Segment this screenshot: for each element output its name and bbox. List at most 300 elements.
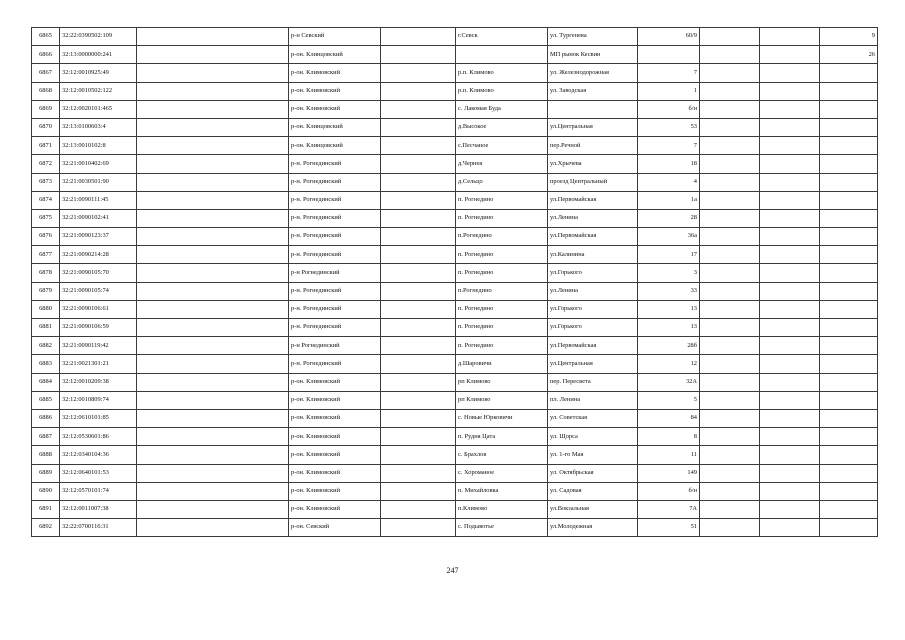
row-number-cell: 6892 — [32, 519, 60, 537]
table-row — [32, 337, 878, 355]
page-number: 247 — [446, 566, 459, 575]
extra-value-cell — [820, 155, 878, 173]
region-cell: р-он. Климовский — [289, 464, 381, 482]
row-number-cell: 6879 — [32, 282, 60, 300]
extra-value-cell — [820, 64, 878, 82]
house-number-cell: 32А — [638, 373, 700, 391]
region-cell: р-он. Климовский — [289, 500, 381, 518]
region-cell: р-н. Рогнединский — [289, 355, 381, 373]
table-row — [32, 209, 878, 227]
table-row — [32, 446, 878, 464]
extra-value-cell: 9 — [820, 28, 878, 46]
street-cell: ул.Горького — [548, 264, 638, 282]
cadastral-number-cell: 32:12:0011007:38 — [60, 500, 137, 518]
row-number-cell: 6868 — [32, 82, 60, 100]
blank-cell — [700, 82, 760, 100]
region-cell: р-он. Климовский — [289, 100, 381, 118]
street-cell: ул. Тургенева — [548, 28, 638, 46]
cadastral-number-cell: 32:21:0090119:42 — [60, 337, 137, 355]
row-number-cell: 6884 — [32, 373, 60, 391]
cadastral-number-cell: 32:21:0090106:59 — [60, 319, 137, 337]
street-cell: ул. Садовая — [548, 482, 638, 500]
table-row — [32, 46, 878, 64]
blank-cell — [381, 482, 456, 500]
table-row — [32, 82, 878, 100]
locality-cell: с. Лакомая Буда — [456, 100, 548, 118]
blank-cell — [137, 446, 289, 464]
house-number-cell: 18 — [638, 155, 700, 173]
locality-cell: п. Рогнедино — [456, 191, 548, 209]
row-number-cell: 6881 — [32, 319, 60, 337]
table-row — [32, 264, 878, 282]
cadastral-number-cell: 32:21:0090106:61 — [60, 300, 137, 318]
extra-value-cell — [820, 173, 878, 191]
blank-cell — [760, 391, 820, 409]
blank-cell — [381, 264, 456, 282]
cadastral-number-cell: 32:13:0010102:8 — [60, 137, 137, 155]
region-cell: р-он. Клинцовский — [289, 118, 381, 136]
locality-cell: рп Климово — [456, 391, 548, 409]
house-number-cell: 13 — [638, 319, 700, 337]
blank-cell — [760, 446, 820, 464]
street-cell: ул.Горького — [548, 319, 638, 337]
cadastral-number-cell: 32:21:0090105:70 — [60, 264, 137, 282]
blank-cell — [760, 28, 820, 46]
locality-cell: п. Рогнедино — [456, 209, 548, 227]
region-cell: р-н. Рогнединский — [289, 173, 381, 191]
house-number-cell: 13 — [638, 300, 700, 318]
extra-value-cell — [820, 264, 878, 282]
table-row — [32, 482, 878, 500]
blank-cell — [381, 300, 456, 318]
extra-value-cell — [820, 464, 878, 482]
region-cell: р-он. Климовский — [289, 446, 381, 464]
row-number-cell: 6889 — [32, 464, 60, 482]
row-number-cell: 6883 — [32, 355, 60, 373]
property-register-table — [31, 27, 878, 537]
blank-cell — [381, 173, 456, 191]
table-row — [32, 228, 878, 246]
blank-cell — [381, 100, 456, 118]
blank-cell — [760, 64, 820, 82]
street-cell: ул. Щорса — [548, 428, 638, 446]
row-number-cell: 6885 — [32, 391, 60, 409]
blank-cell — [700, 64, 760, 82]
blank-cell — [137, 500, 289, 518]
region-cell: р-он. Климовский — [289, 391, 381, 409]
region-cell: р-н. Рогнединский — [289, 319, 381, 337]
house-number-cell: 17 — [638, 246, 700, 264]
locality-cell: с. Подывотье — [456, 519, 548, 537]
blank-cell — [137, 82, 289, 100]
house-number-cell: 12 — [638, 355, 700, 373]
extra-value-cell — [820, 373, 878, 391]
extra-value-cell — [820, 482, 878, 500]
extra-value-cell — [820, 228, 878, 246]
region-cell: р-он. Климовский — [289, 428, 381, 446]
blank-cell — [700, 137, 760, 155]
region-cell: р-он. Севский — [289, 519, 381, 537]
locality-cell: с. Новые Юрковичи — [456, 409, 548, 427]
street-cell: ул.Хрычева — [548, 155, 638, 173]
extra-value-cell — [820, 82, 878, 100]
house-number-cell: б/н — [638, 100, 700, 118]
blank-cell — [381, 428, 456, 446]
table-row — [32, 409, 878, 427]
cadastral-number-cell: 32:12:0570101:74 — [60, 482, 137, 500]
region-cell: р-н. Рогнединский — [289, 155, 381, 173]
region-cell: р-н. Рогнединский — [289, 282, 381, 300]
blank-cell — [137, 64, 289, 82]
blank-cell — [760, 191, 820, 209]
table-row — [32, 282, 878, 300]
locality-cell: г.Севск — [456, 28, 548, 46]
table-row — [32, 118, 878, 136]
cadastral-number-cell: 32:21:0021301:21 — [60, 355, 137, 373]
cadastral-number-cell: 32:21:0030501:90 — [60, 173, 137, 191]
extra-value-cell — [820, 355, 878, 373]
row-number-cell: 6890 — [32, 482, 60, 500]
blank-cell — [700, 191, 760, 209]
blank-cell — [137, 137, 289, 155]
street-cell: ул.Центральная — [548, 355, 638, 373]
table-row — [32, 64, 878, 82]
row-number-cell: 6880 — [32, 300, 60, 318]
table-row — [32, 300, 878, 318]
extra-value-cell — [820, 118, 878, 136]
blank-cell — [137, 28, 289, 46]
street-cell: ул.Первомайская — [548, 228, 638, 246]
blank-cell — [137, 428, 289, 446]
locality-cell — [456, 46, 548, 64]
street-cell: проезд Центральный — [548, 173, 638, 191]
blank-cell — [137, 46, 289, 64]
extra-value-cell — [820, 391, 878, 409]
locality-cell: п. Рогнедино — [456, 264, 548, 282]
locality-cell: п.Рогнедино — [456, 228, 548, 246]
table-row — [32, 391, 878, 409]
house-number-cell: 5 — [638, 391, 700, 409]
region-cell: р-н. Рогнединский — [289, 300, 381, 318]
blank-cell — [760, 428, 820, 446]
street-cell: ул.Молодежная — [548, 519, 638, 537]
blank-cell — [700, 209, 760, 227]
blank-cell — [381, 464, 456, 482]
house-number-cell: 33 — [638, 282, 700, 300]
blank-cell — [700, 300, 760, 318]
house-number-cell: 11 — [638, 446, 700, 464]
blank-cell — [381, 409, 456, 427]
blank-cell — [760, 46, 820, 64]
street-cell: пл. Ленина — [548, 391, 638, 409]
blank-cell — [700, 519, 760, 537]
cadastral-number-cell: 32:12:0020101:465 — [60, 100, 137, 118]
house-number-cell: 84 — [638, 409, 700, 427]
house-number-cell: 51 — [638, 519, 700, 537]
region-cell: р-н. Рогнединский — [289, 246, 381, 264]
blank-cell — [381, 209, 456, 227]
region-cell: р-н Севский — [289, 28, 381, 46]
blank-cell — [760, 319, 820, 337]
row-number-cell: 6886 — [32, 409, 60, 427]
blank-cell — [760, 155, 820, 173]
table-row — [32, 500, 878, 518]
house-number-cell: 149 — [638, 464, 700, 482]
extra-value-cell — [820, 191, 878, 209]
cadastral-number-cell: 32:21:0090105:74 — [60, 282, 137, 300]
table-row — [32, 519, 878, 537]
cadastral-number-cell: 32:22:0700116:31 — [60, 519, 137, 537]
house-number-cell — [638, 46, 700, 64]
blank-cell — [381, 446, 456, 464]
blank-cell — [700, 100, 760, 118]
region-cell: р-он. Клинцовский — [289, 46, 381, 64]
blank-cell — [700, 319, 760, 337]
blank-cell — [760, 173, 820, 191]
blank-cell — [381, 355, 456, 373]
house-number-cell: 7А — [638, 500, 700, 518]
blank-cell — [137, 355, 289, 373]
blank-cell — [137, 391, 289, 409]
row-number-cell: 6867 — [32, 64, 60, 82]
blank-cell — [700, 28, 760, 46]
locality-cell: д.Высокое — [456, 118, 548, 136]
blank-cell — [381, 519, 456, 537]
house-number-cell: 3 — [638, 264, 700, 282]
blank-cell — [137, 282, 289, 300]
extra-value-cell — [820, 100, 878, 118]
extra-value-cell — [820, 519, 878, 537]
table-row — [32, 246, 878, 264]
cadastral-number-cell: 32:12:0010925:49 — [60, 64, 137, 82]
cadastral-number-cell: 32:12:0010502:122 — [60, 82, 137, 100]
row-number-cell: 6891 — [32, 500, 60, 518]
locality-cell: п.Рогнедино — [456, 282, 548, 300]
street-cell: ул.Центральная — [548, 118, 638, 136]
blank-cell — [700, 355, 760, 373]
blank-cell — [760, 282, 820, 300]
region-cell: р-н Рогнединский — [289, 264, 381, 282]
blank-cell — [137, 482, 289, 500]
cadastral-number-cell: 32:21:0090111:45 — [60, 191, 137, 209]
blank-cell — [700, 282, 760, 300]
table-row — [32, 319, 878, 337]
blank-cell — [700, 391, 760, 409]
blank-cell — [381, 64, 456, 82]
blank-cell — [700, 500, 760, 518]
blank-cell — [700, 428, 760, 446]
blank-cell — [760, 409, 820, 427]
table-row — [32, 28, 878, 46]
blank-cell — [137, 118, 289, 136]
house-number-cell: 7 — [638, 137, 700, 155]
blank-cell — [137, 246, 289, 264]
region-cell: р-н. Рогнединский — [289, 209, 381, 227]
region-cell: р-н Рогнединский — [289, 337, 381, 355]
cadastral-number-cell: 32:12:0610101:85 — [60, 409, 137, 427]
blank-cell — [760, 464, 820, 482]
row-number-cell: 6871 — [32, 137, 60, 155]
blank-cell — [760, 500, 820, 518]
blank-cell — [700, 155, 760, 173]
house-number-cell: 1а — [638, 191, 700, 209]
blank-cell — [381, 155, 456, 173]
blank-cell — [760, 137, 820, 155]
blank-cell — [700, 464, 760, 482]
street-cell: ул. Советская — [548, 409, 638, 427]
cadastral-number-cell: 32:13:0000000:241 — [60, 46, 137, 64]
region-cell: р-он. Клинцовский — [289, 137, 381, 155]
region-cell: р-н. Рогнединский — [289, 191, 381, 209]
street-cell — [548, 100, 638, 118]
cadastral-number-cell: 32:12:0530601:86 — [60, 428, 137, 446]
locality-cell: с. Хороманое — [456, 464, 548, 482]
row-number-cell: 6869 — [32, 100, 60, 118]
house-number-cell: 60/9 — [638, 28, 700, 46]
blank-cell — [381, 137, 456, 155]
blank-cell — [700, 446, 760, 464]
blank-cell — [760, 82, 820, 100]
blank-cell — [137, 337, 289, 355]
blank-cell — [760, 209, 820, 227]
extra-value-cell — [820, 282, 878, 300]
blank-cell — [137, 373, 289, 391]
cadastral-number-cell: 32:12:0340104:36 — [60, 446, 137, 464]
blank-cell — [700, 228, 760, 246]
locality-cell: с.Песчаное — [456, 137, 548, 155]
street-cell: ул.Первомайская — [548, 191, 638, 209]
extra-value-cell — [820, 319, 878, 337]
blank-cell — [137, 191, 289, 209]
street-cell: ул.Первомайская — [548, 337, 638, 355]
house-number-cell: 53 — [638, 118, 700, 136]
blank-cell — [760, 300, 820, 318]
street-cell: ул. 1-го Мая — [548, 446, 638, 464]
street-cell: ул.Калинина — [548, 246, 638, 264]
extra-value-cell — [820, 337, 878, 355]
blank-cell — [381, 82, 456, 100]
region-cell: р-он. Климовский — [289, 409, 381, 427]
row-number-cell: 6882 — [32, 337, 60, 355]
table-row — [32, 464, 878, 482]
blank-cell — [700, 373, 760, 391]
row-number-cell: 6865 — [32, 28, 60, 46]
blank-cell — [381, 282, 456, 300]
table-row — [32, 373, 878, 391]
blank-cell — [760, 100, 820, 118]
table-row — [32, 155, 878, 173]
locality-cell: д.Шаровичи — [456, 355, 548, 373]
blank-cell — [137, 173, 289, 191]
house-number-cell: 36а — [638, 228, 700, 246]
row-number-cell: 6870 — [32, 118, 60, 136]
blank-cell — [760, 228, 820, 246]
house-number-cell: 28б — [638, 337, 700, 355]
blank-cell — [700, 173, 760, 191]
extra-value-cell — [820, 446, 878, 464]
table-body — [32, 28, 878, 537]
blank-cell — [381, 319, 456, 337]
cadastral-number-cell: 32:12:0010209:38 — [60, 373, 137, 391]
region-cell: р-н. Рогнединский — [289, 228, 381, 246]
locality-cell: р.п. Климово — [456, 64, 548, 82]
locality-cell: р.п. Климово — [456, 82, 548, 100]
table-row — [32, 100, 878, 118]
blank-cell — [381, 28, 456, 46]
house-number-cell: 8 — [638, 428, 700, 446]
blank-cell — [137, 319, 289, 337]
region-cell: р-он. Климовский — [289, 482, 381, 500]
street-cell: ул.Горького — [548, 300, 638, 318]
blank-cell — [381, 118, 456, 136]
blank-cell — [760, 337, 820, 355]
house-number-cell: 1 — [638, 82, 700, 100]
street-cell: ул. Октябрьская — [548, 464, 638, 482]
blank-cell — [381, 46, 456, 64]
blank-cell — [760, 118, 820, 136]
row-number-cell: 6866 — [32, 46, 60, 64]
locality-cell: п. Рогнедино — [456, 337, 548, 355]
row-number-cell: 6874 — [32, 191, 60, 209]
blank-cell — [700, 118, 760, 136]
row-number-cell: 6878 — [32, 264, 60, 282]
locality-cell: рп Климово — [456, 373, 548, 391]
row-number-cell: 6875 — [32, 209, 60, 227]
region-cell: р-он. Климовский — [289, 82, 381, 100]
extra-value-cell — [820, 137, 878, 155]
cadastral-number-cell: 32:21:0010402:69 — [60, 155, 137, 173]
row-number-cell: 6873 — [32, 173, 60, 191]
locality-cell: д.Сельцо — [456, 173, 548, 191]
blank-cell — [760, 355, 820, 373]
street-cell: ул. Железнодорожная — [548, 64, 638, 82]
blank-cell — [381, 373, 456, 391]
blank-cell — [700, 264, 760, 282]
street-cell: ул.Вокзальная — [548, 500, 638, 518]
locality-cell: п. Рогнедино — [456, 246, 548, 264]
street-cell: ул.Ленина — [548, 209, 638, 227]
extra-value-cell — [820, 209, 878, 227]
extra-value-cell — [820, 500, 878, 518]
blank-cell — [381, 228, 456, 246]
row-number-cell: 6876 — [32, 228, 60, 246]
table-row — [32, 137, 878, 155]
extra-value-cell: 26 — [820, 46, 878, 64]
blank-cell — [381, 191, 456, 209]
blank-cell — [700, 409, 760, 427]
street-cell: ул.Ленина — [548, 282, 638, 300]
blank-cell — [137, 300, 289, 318]
blank-cell — [137, 464, 289, 482]
blank-cell — [381, 391, 456, 409]
cadastral-number-cell: 32:21:0090214:28 — [60, 246, 137, 264]
blank-cell — [700, 46, 760, 64]
blank-cell — [137, 409, 289, 427]
locality-cell: п. Рудня Цата — [456, 428, 548, 446]
blank-cell — [700, 482, 760, 500]
blank-cell — [137, 209, 289, 227]
house-number-cell: 28 — [638, 209, 700, 227]
cadastral-number-cell: 32:13:0100603:4 — [60, 118, 137, 136]
locality-cell: п.Климово — [456, 500, 548, 518]
locality-cell: п. Рогнедино — [456, 300, 548, 318]
house-number-cell: б/н — [638, 482, 700, 500]
extra-value-cell — [820, 428, 878, 446]
row-number-cell: 6872 — [32, 155, 60, 173]
blank-cell — [381, 246, 456, 264]
blank-cell — [137, 519, 289, 537]
house-number-cell: 7 — [638, 64, 700, 82]
